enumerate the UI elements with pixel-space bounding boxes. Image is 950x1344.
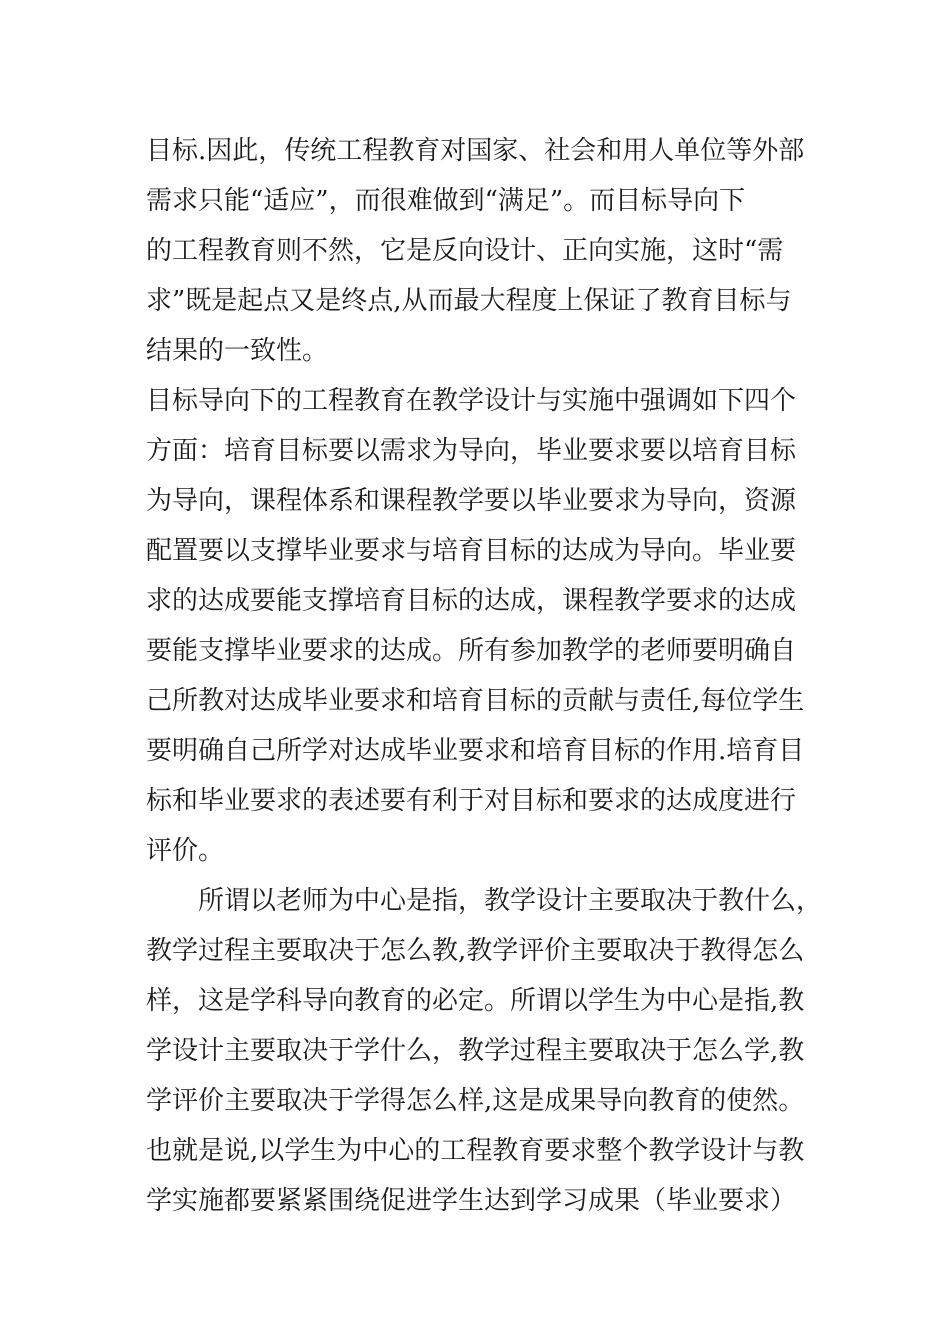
text-line: 学实施都要紧紧围绕促进学生达到学习成果（毕业要求） xyxy=(146,1186,797,1216)
text-line: 所谓以老师为中心是指，教学设计主要取决于教什么， xyxy=(198,886,823,916)
text-line: 要能支撑毕业要求的达成。所有参加教学的老师要明确自 xyxy=(146,636,797,666)
text-line: 配置要以支撑毕业要求与培育目标的达成为导向。毕业要 xyxy=(146,536,797,566)
text-line: 求的达成要能支撑培育目标的达成，课程教学要求的达成 xyxy=(146,586,797,616)
text-line: 目标.因此，传统工程教育对国家、社会和用人单位等外部 xyxy=(146,136,805,166)
text-line: 教学过程主要取决于怎么教,教学评价主要取决于教得怎么 xyxy=(146,936,805,966)
paragraph-2 xyxy=(146,376,836,876)
text-line: 样，这是学科导向教育的必定。所谓以学生为中心是指,教 xyxy=(146,986,805,1016)
text-line: 要明确自己所学对达成毕业要求和培育目标的作用.培育目 xyxy=(146,736,805,766)
text-line: 目标导向下的工程教育在教学设计与实施中强调如下四个 xyxy=(146,386,797,416)
text-line: 的工程教育则不然，它是反向设计、正向实施，这时“需 xyxy=(146,236,784,266)
text-line: 需求只能“适应”，而很难做到“满足”。而目标导向下 xyxy=(146,186,746,216)
text-line: 学评价主要取决于学得怎么样,这是成果导向教育的使然。 xyxy=(146,1086,805,1116)
text-line: 评价。 xyxy=(146,836,225,866)
text-line: 标和毕业要求的表述要有利于对目标和要求的达成度进行 xyxy=(146,786,797,816)
paragraph-3 xyxy=(146,876,836,1226)
text-line: 己所教对达成毕业要求和培育目标的贡献与责任,每位学生 xyxy=(146,686,805,716)
text-line: 为导向，课程体系和课程教学要以毕业要求为导向，资源 xyxy=(146,486,797,516)
text-line: 学设计主要取决于学什么，教学过程主要取决于怎么学,教 xyxy=(146,1036,805,1066)
text-line: 方面：培育目标要以需求为导向，毕业要求要以培育目标 xyxy=(146,436,797,466)
body-text xyxy=(146,126,836,1226)
text-line: 求”既是起点又是终点,从而最大程度上保证了教育目标与 xyxy=(146,286,792,316)
text-line: 也就是说,以学生为中心的工程教育要求整个教学设计与教 xyxy=(146,1136,805,1166)
text-line: 结果的一致性。 xyxy=(146,336,329,366)
paragraph-1 xyxy=(146,126,836,376)
